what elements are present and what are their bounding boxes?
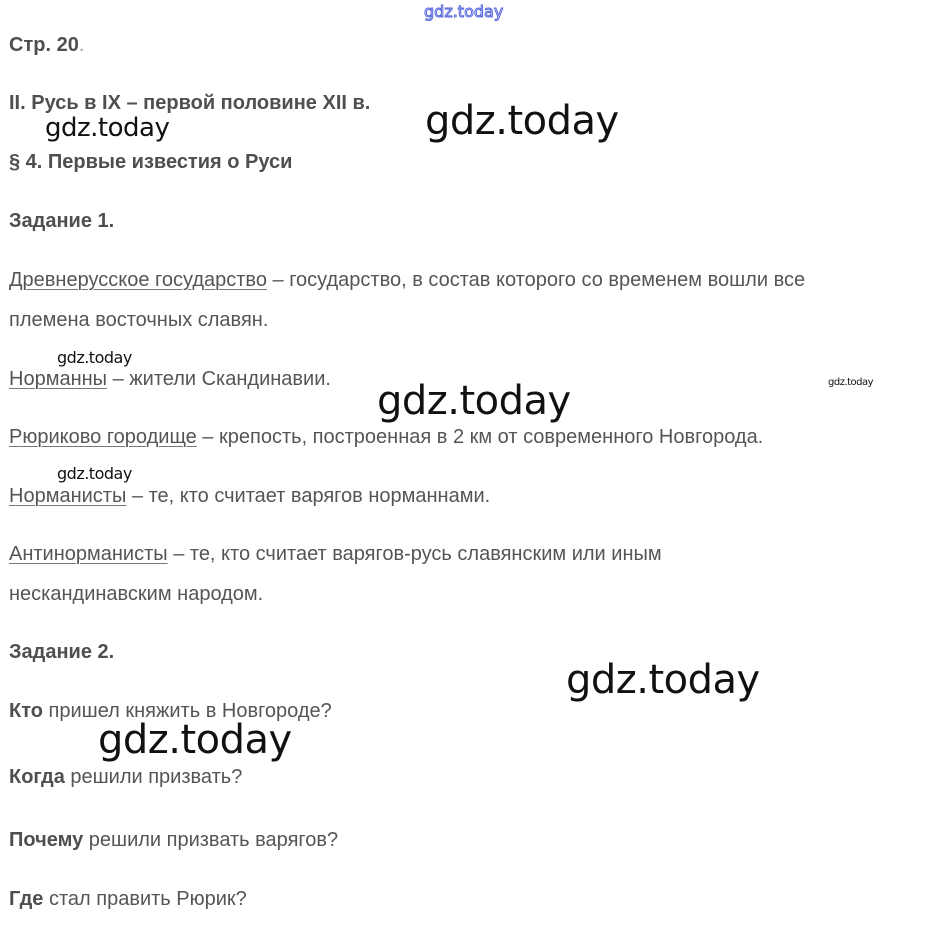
question-word: Когда [9, 766, 65, 788]
question-word: Где [9, 888, 44, 910]
watermark: gdz.today [566, 657, 760, 703]
definition-term: Антинорманисты [9, 543, 168, 565]
definition-item [9, 484, 490, 508]
definition-item [9, 542, 662, 566]
definition-term: Рюриково городище [9, 426, 197, 448]
definition-continuation: нескандинавским народом. [9, 583, 264, 605]
watermark: gdz.today [57, 464, 132, 483]
watermark: gdz.today [377, 378, 571, 424]
task1-heading: Задание 1. [9, 210, 115, 232]
definition-item [9, 268, 805, 292]
question-word: Почему [9, 829, 84, 851]
watermark: gdz.today [98, 717, 292, 763]
page-number: Стр. 20 [9, 34, 79, 56]
watermark: gdz.today [45, 113, 170, 143]
definition-term: Норманны [9, 368, 108, 390]
definition-text: – те, кто считает варягов-русь славянским или иным [167, 543, 662, 565]
question-text: решили призвать варягов? [83, 829, 339, 851]
watermark: gdz.today [57, 348, 132, 367]
question-item [9, 887, 247, 911]
watermark: gdz.today [425, 98, 619, 144]
question-text: решили призвать? [64, 766, 243, 788]
chapter-heading: II. Русь в IX – первой половине XII в. [9, 92, 371, 114]
page-label [9, 33, 84, 57]
definition-text: – государство, в состав которого со временем вошли все [266, 269, 806, 291]
watermark-top: gdz.today [424, 2, 504, 21]
definition-item [9, 425, 763, 449]
section-heading: § 4. Первые известия о Руси [9, 151, 293, 173]
watermark: gdz.today [828, 377, 874, 388]
page-dot: . [78, 34, 85, 56]
definition-continuation: племена восточных славян. [9, 309, 269, 331]
definition-text: – те, кто считает варягов норманнами. [126, 485, 491, 507]
question-word: Кто [9, 700, 43, 722]
definition-term: Древнерусское государство [9, 269, 267, 291]
question-text: стал править Рюрик? [43, 888, 247, 910]
definition-term: Норманисты [9, 485, 127, 507]
definition-text: – крепость, построенная в 2 км от современного Новгорода. [196, 426, 764, 448]
definition-item [9, 367, 331, 391]
task2-heading: Задание 2. [9, 641, 115, 663]
question-item [9, 765, 242, 789]
question-item [9, 828, 338, 852]
question-text: пришел княжить в Новгороде? [42, 700, 332, 722]
definition-text: – жители Скандинавии. [107, 368, 331, 390]
